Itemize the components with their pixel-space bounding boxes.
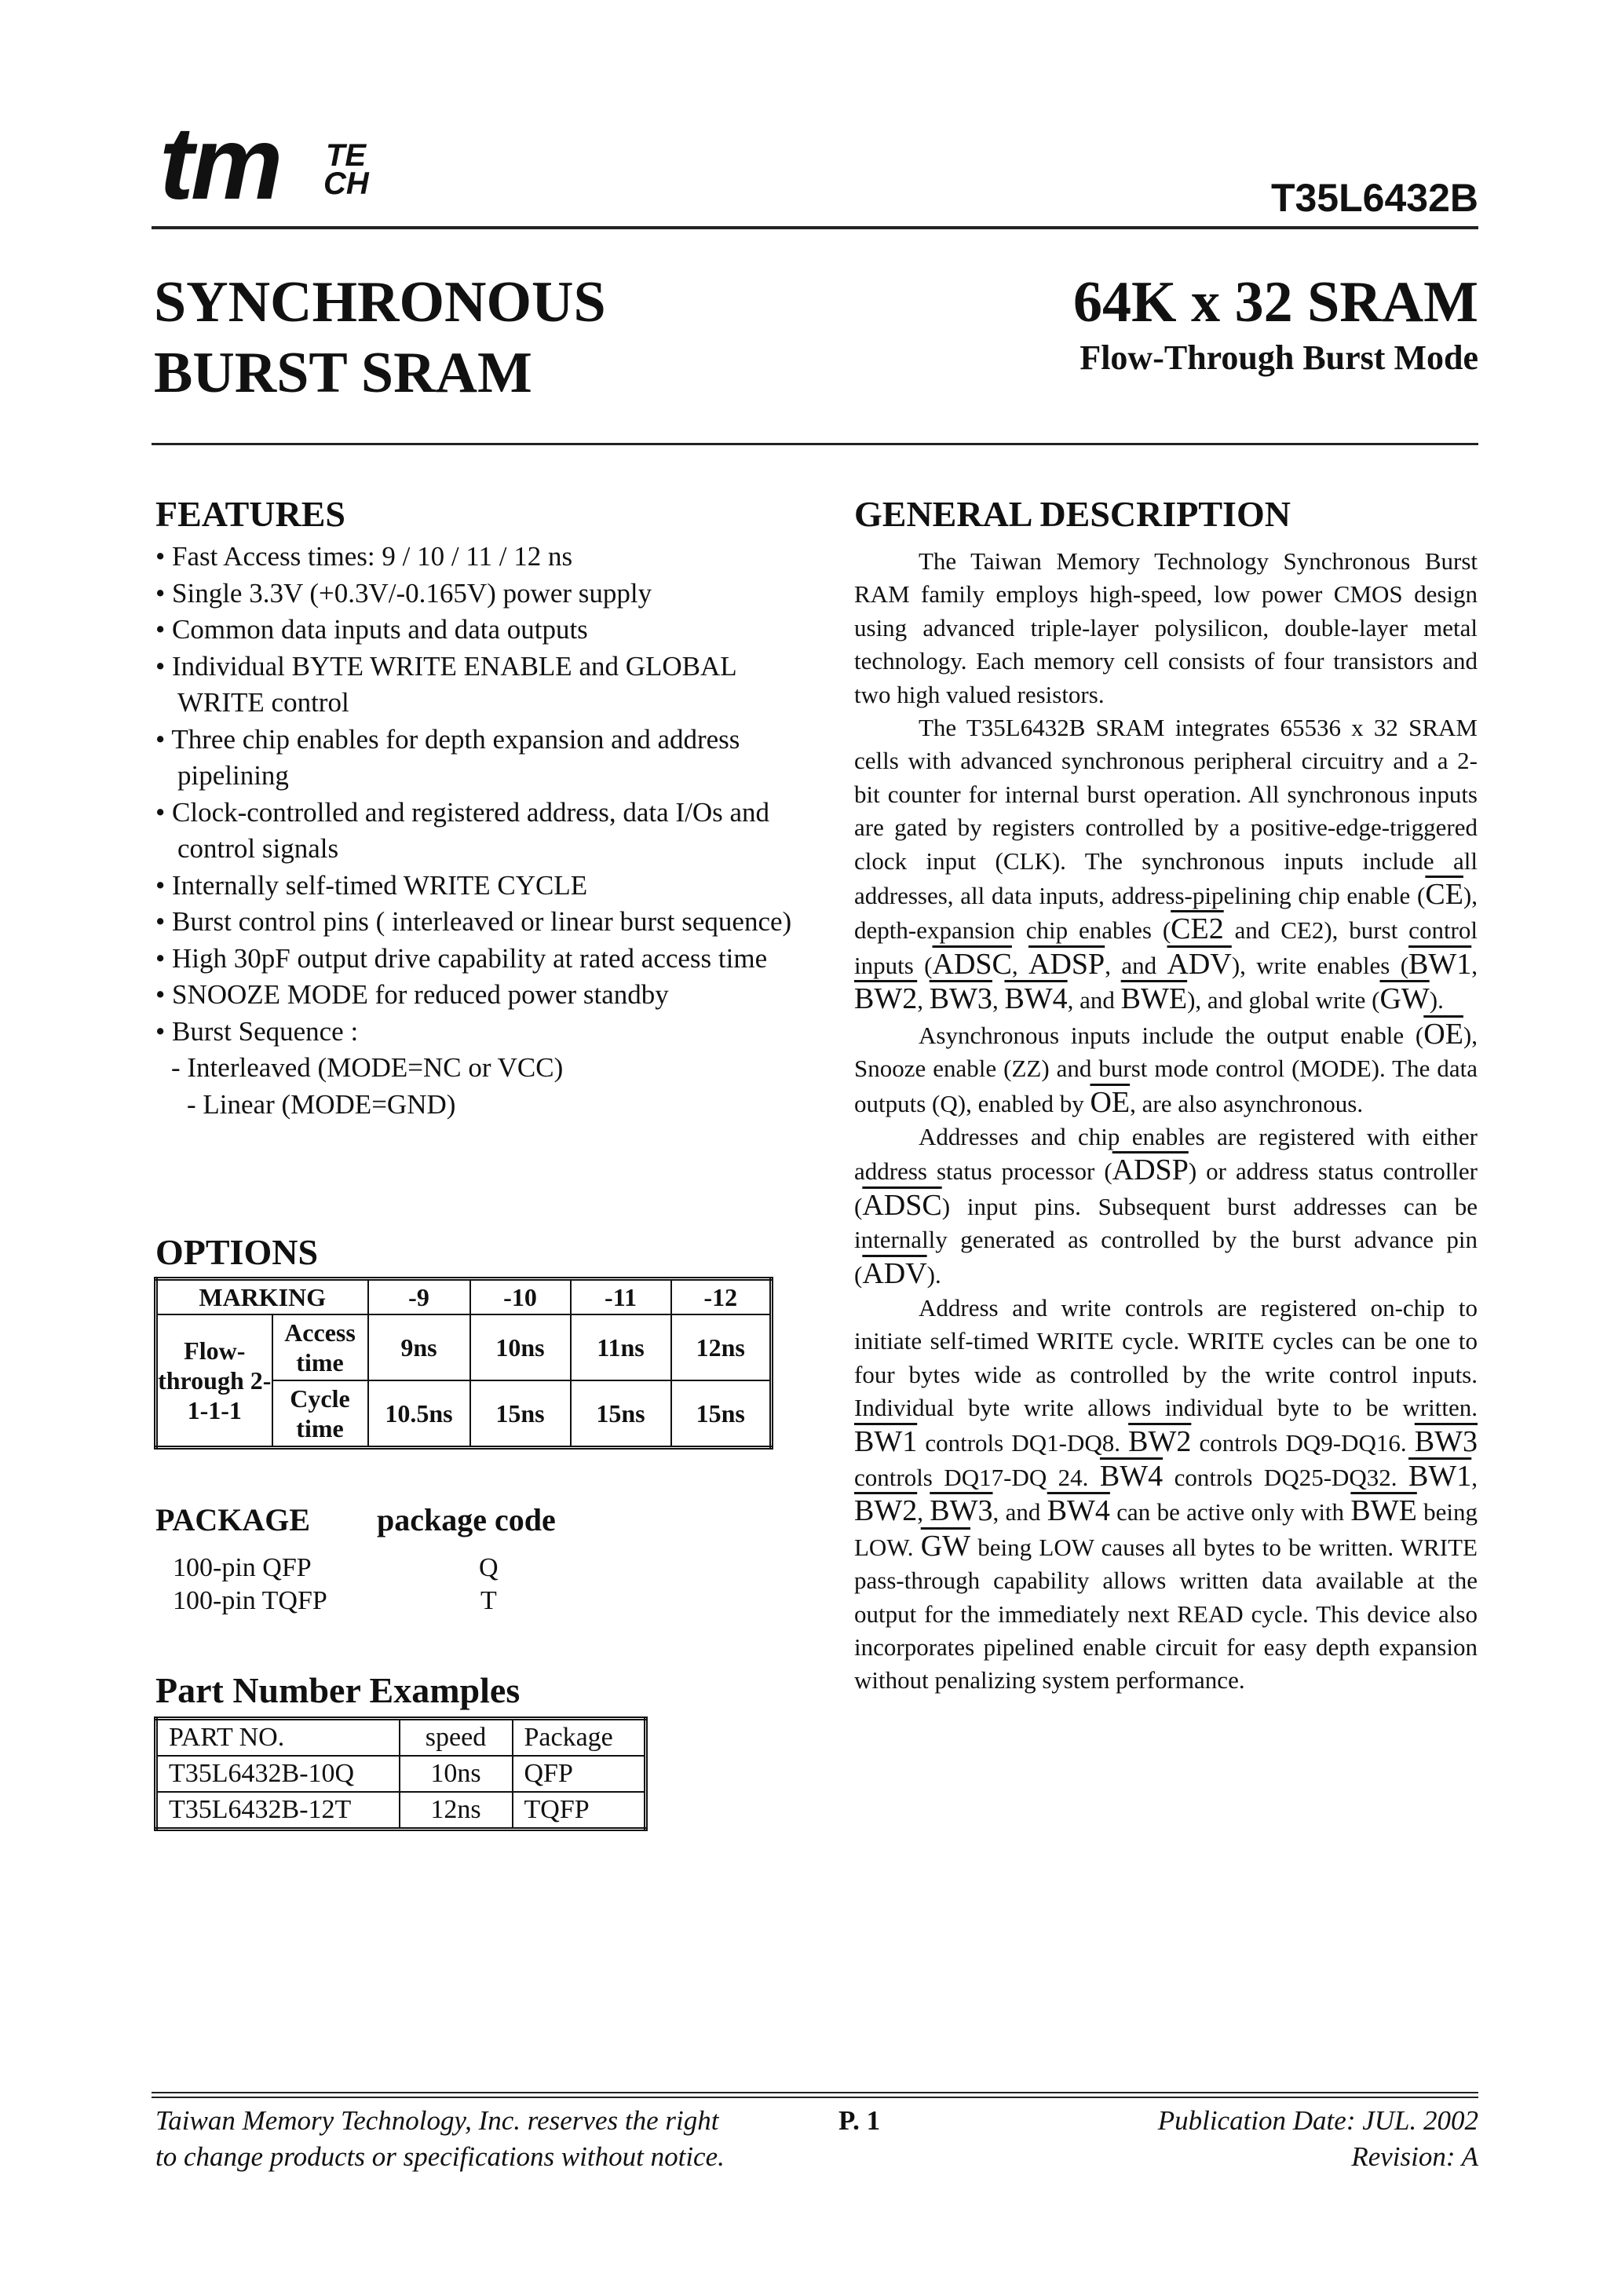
table-cell: 10ns — [470, 1314, 571, 1380]
list-item: • Three chip enables for depth expansion and address pipelining — [155, 723, 740, 791]
package-code: Q — [479, 1553, 499, 1582]
list-subitem: - Interleaved (MODE=NC or VCC) — [171, 1052, 564, 1083]
signal-bw1: BW1 — [1408, 1459, 1472, 1493]
signal-bwe: $\overline{BWE}$ — [1350, 1494, 1417, 1528]
product-subtitle: Flow-Through Burst Mode — [1080, 338, 1478, 377]
signal-oe: $\overline{OE}$ — [1423, 1017, 1463, 1051]
general-description-heading: GENERAL DESCRIPTION — [854, 494, 1291, 534]
footer-publication: Publication Date: JUL. 2002 Revision: A — [1157, 2105, 1478, 2172]
table-group-cell: Flow-through 2-1-1-1 — [156, 1314, 272, 1448]
list-item: • Internally self-timed WRITE CYCLE — [155, 869, 588, 901]
table-cell: QFP — [513, 1756, 646, 1792]
signal-adsp: ADSP — [1112, 1153, 1189, 1187]
package-code: T — [480, 1586, 497, 1615]
signal-bw2: BW2 — [854, 1494, 918, 1528]
document-title — [154, 267, 606, 408]
table-cell: 12ns — [400, 1792, 513, 1830]
options-heading: OPTIONS — [155, 1232, 319, 1272]
table-cell: T35L6432B-10Q — [156, 1756, 400, 1792]
company-logo: tm — [159, 105, 280, 221]
package-name: 100-pin TQFP — [173, 1586, 327, 1615]
signal-gw: $\overline{GW}$ — [1379, 982, 1430, 1016]
part-examples-heading: Part Number Examples — [155, 1670, 521, 1710]
title-line-1: SYNCHRONOUS — [154, 270, 606, 335]
table-cell: 10.5ns — [368, 1380, 470, 1448]
list-item: • Individual BYTE WRITE ENABLE and GLOBAL WRITE control — [155, 650, 736, 718]
features-heading: FEATURES — [155, 494, 345, 534]
signal-bw3: BW3 — [930, 1494, 993, 1528]
table-header-cell: -11 — [571, 1279, 671, 1315]
table-header-cell: PART NO. — [156, 1719, 400, 1757]
part-examples-table — [154, 1717, 648, 1831]
part-number-header: T35L6432B — [1270, 176, 1478, 220]
table-header-cell: speed — [400, 1719, 513, 1757]
footer-rule — [152, 2092, 1478, 2093]
options-table — [154, 1277, 773, 1450]
signal-ce: $\overline{CE}$ — [1425, 878, 1463, 912]
signal-adsp: ADSP — [1028, 947, 1105, 981]
page-number: P. 1 — [838, 2105, 881, 2136]
package-heading: PACKAGE — [155, 1502, 311, 1537]
header-rule — [152, 226, 1478, 229]
features-list — [155, 539, 799, 1123]
signal-bw1: BW1 — [854, 1424, 918, 1458]
table-row — [156, 1792, 646, 1830]
table-row-label: Access time — [272, 1314, 368, 1380]
paragraph: The T35L6432B SRAM integrates 65536 x 32 SRAM cells with advanced synchronous peripheral circuitry and a 2-bit counter for internal burst operation. All synchronous inputs are gated by registers controlled by a positive-edge-triggered clock input (CLK). The synchronous inputs include all addresses, all data inputs, address-pipelining chip enable $(\overline{CE})$, depth-expansion chip enables (CE2 and CE2), burst control inputs (ADSC, ADSP, and $\overline{ADV}$), write enables (BW1, BW2, BW3, BW4, and $\overline{BWE}$), and global write $(\overline{GW})$. — [854, 714, 1478, 1016]
table-row — [156, 1314, 772, 1380]
table-row — [156, 1279, 772, 1315]
title-line-2: BURST SRAM — [154, 341, 532, 405]
table-row — [156, 1719, 646, 1757]
footer-disclaimer: Taiwan Memory Technology, Inc. reserves the right to change products or specifications without notice. — [155, 2105, 725, 2172]
signal-bw4: BW4 — [1004, 982, 1068, 1016]
company-logo-te: TE — [326, 138, 367, 173]
signal-adv: $\overline{ADV}$ — [1167, 947, 1232, 981]
signal-bw3: BW3 — [929, 982, 992, 1016]
table-header-cell: -10 — [470, 1279, 571, 1315]
company-logo-ch: CH — [323, 166, 369, 201]
general-description-body — [854, 545, 1478, 1698]
table-row-label: Cycle time — [272, 1380, 368, 1448]
signal-adsc: ADSC — [932, 947, 1012, 981]
signal-gw: $\overline{GW}$ — [920, 1529, 971, 1563]
signal-adv: $\overline{ADV}$ — [862, 1256, 927, 1290]
paragraph: The Taiwan Memory Technology Synchronous Burst RAM family employs high-speed, low power CMOS design using advanced triple-layer polysilicon, double-layer metal technology. Each memory cell consists of four transistors and two high valued resistors. — [854, 547, 1478, 708]
paragraph: Addresses and chip enables are registered with either address status processor (ADSP) or address status controller (ADSC) input pins. Subsequent burst addresses can be internally generated as controlled by the burst advance pin $(\overline{ADV})$. — [854, 1122, 1478, 1290]
signal-bw1: BW1 — [1408, 947, 1472, 981]
signal-bw3: BW3 — [1414, 1424, 1478, 1458]
signal-oe: $\overline{OE}$ — [1090, 1085, 1131, 1119]
table-cell: 15ns — [470, 1380, 571, 1448]
signal-bw4: BW4 — [1047, 1494, 1110, 1528]
table-cell: 15ns — [671, 1380, 772, 1448]
table-cell: 9ns — [368, 1314, 470, 1380]
signal-bw2: BW2 — [1128, 1424, 1192, 1458]
product-title: 64K x 32 SRAM — [1073, 270, 1478, 335]
list-item: • Single 3.3V (+0.3V/-0.165V) power supply — [155, 577, 652, 609]
title-rule — [152, 443, 1478, 445]
table-header-cell: Package — [513, 1719, 646, 1757]
list-item: • Burst control pins ( interleaved or linear burst sequence) — [155, 906, 792, 937]
package-name: 100-pin QFP — [173, 1553, 312, 1582]
list-item: • High 30pF output drive capability at rated access time — [155, 942, 768, 974]
table-row — [156, 1756, 646, 1792]
footer-rule — [152, 2097, 1478, 2098]
list-subitem: - Linear (MODE=GND) — [187, 1088, 456, 1120]
table-cell: 15ns — [571, 1380, 671, 1448]
paragraph: Asynchronous inputs include the output enable $(\overline{OE})$, Snooze enable (ZZ) and burst mode control (MODE). The data outputs (Q), enabled by $\overline{OE}$, are also asynchronous. — [854, 1017, 1478, 1119]
package-code-heading: package code — [377, 1502, 556, 1537]
signal-bwe: $\overline{BWE}$ — [1120, 982, 1188, 1016]
list-item: • Common data inputs and data outputs — [155, 614, 588, 645]
table-cell: 12ns — [671, 1314, 772, 1380]
table-cell: TQFP — [513, 1792, 646, 1830]
table-cell: 11ns — [571, 1314, 671, 1380]
list-item: • Fast Access times: 9 / 10 / 11 / 12 ns — [155, 541, 573, 572]
table-header-cell: MARKING — [156, 1279, 368, 1315]
signal-bw4: BW4 — [1099, 1459, 1164, 1493]
table-cell: 10ns — [400, 1756, 513, 1792]
signal-ce2: CE2 — [1171, 912, 1224, 946]
table-cell: T35L6432B-12T — [156, 1792, 400, 1830]
list-item: • SNOOZE MODE for reduced power standby — [155, 979, 669, 1010]
paragraph: Address and write controls are registered on-chip to initiate self-timed WRITE cycle. WRITE cycles can be one to four bytes wide as controlled by the write control inputs. Individual byte write allows individual byte to be written. BW1 controls DQ1-DQ8. BW2 controls DQ9-DQ16. BW3 controls DQ17-DQ 24. BW4 controls DQ25-DQ32. BW1, BW2, BW3, and BW4 can be active only with $\overline{BWE}$ being LOW. $\overline{GW}$ being LOW causes all bytes to be written. WRITE pass-through capability allows written data available at the output for the immediately next READ cycle. This device also incorporates pipelined enable circuit for easy depth expansion without penalizing system performance. — [854, 1293, 1478, 1695]
list-item: • Clock-controlled and registered address, data I/Os and control signals — [155, 796, 769, 864]
list-item: • Burst Sequence : — [155, 1015, 359, 1047]
table-header-cell: -12 — [671, 1279, 772, 1315]
signal-adsc: ADSC — [862, 1188, 942, 1222]
table-header-cell: -9 — [368, 1279, 470, 1315]
signal-bw2: BW2 — [854, 982, 918, 1016]
